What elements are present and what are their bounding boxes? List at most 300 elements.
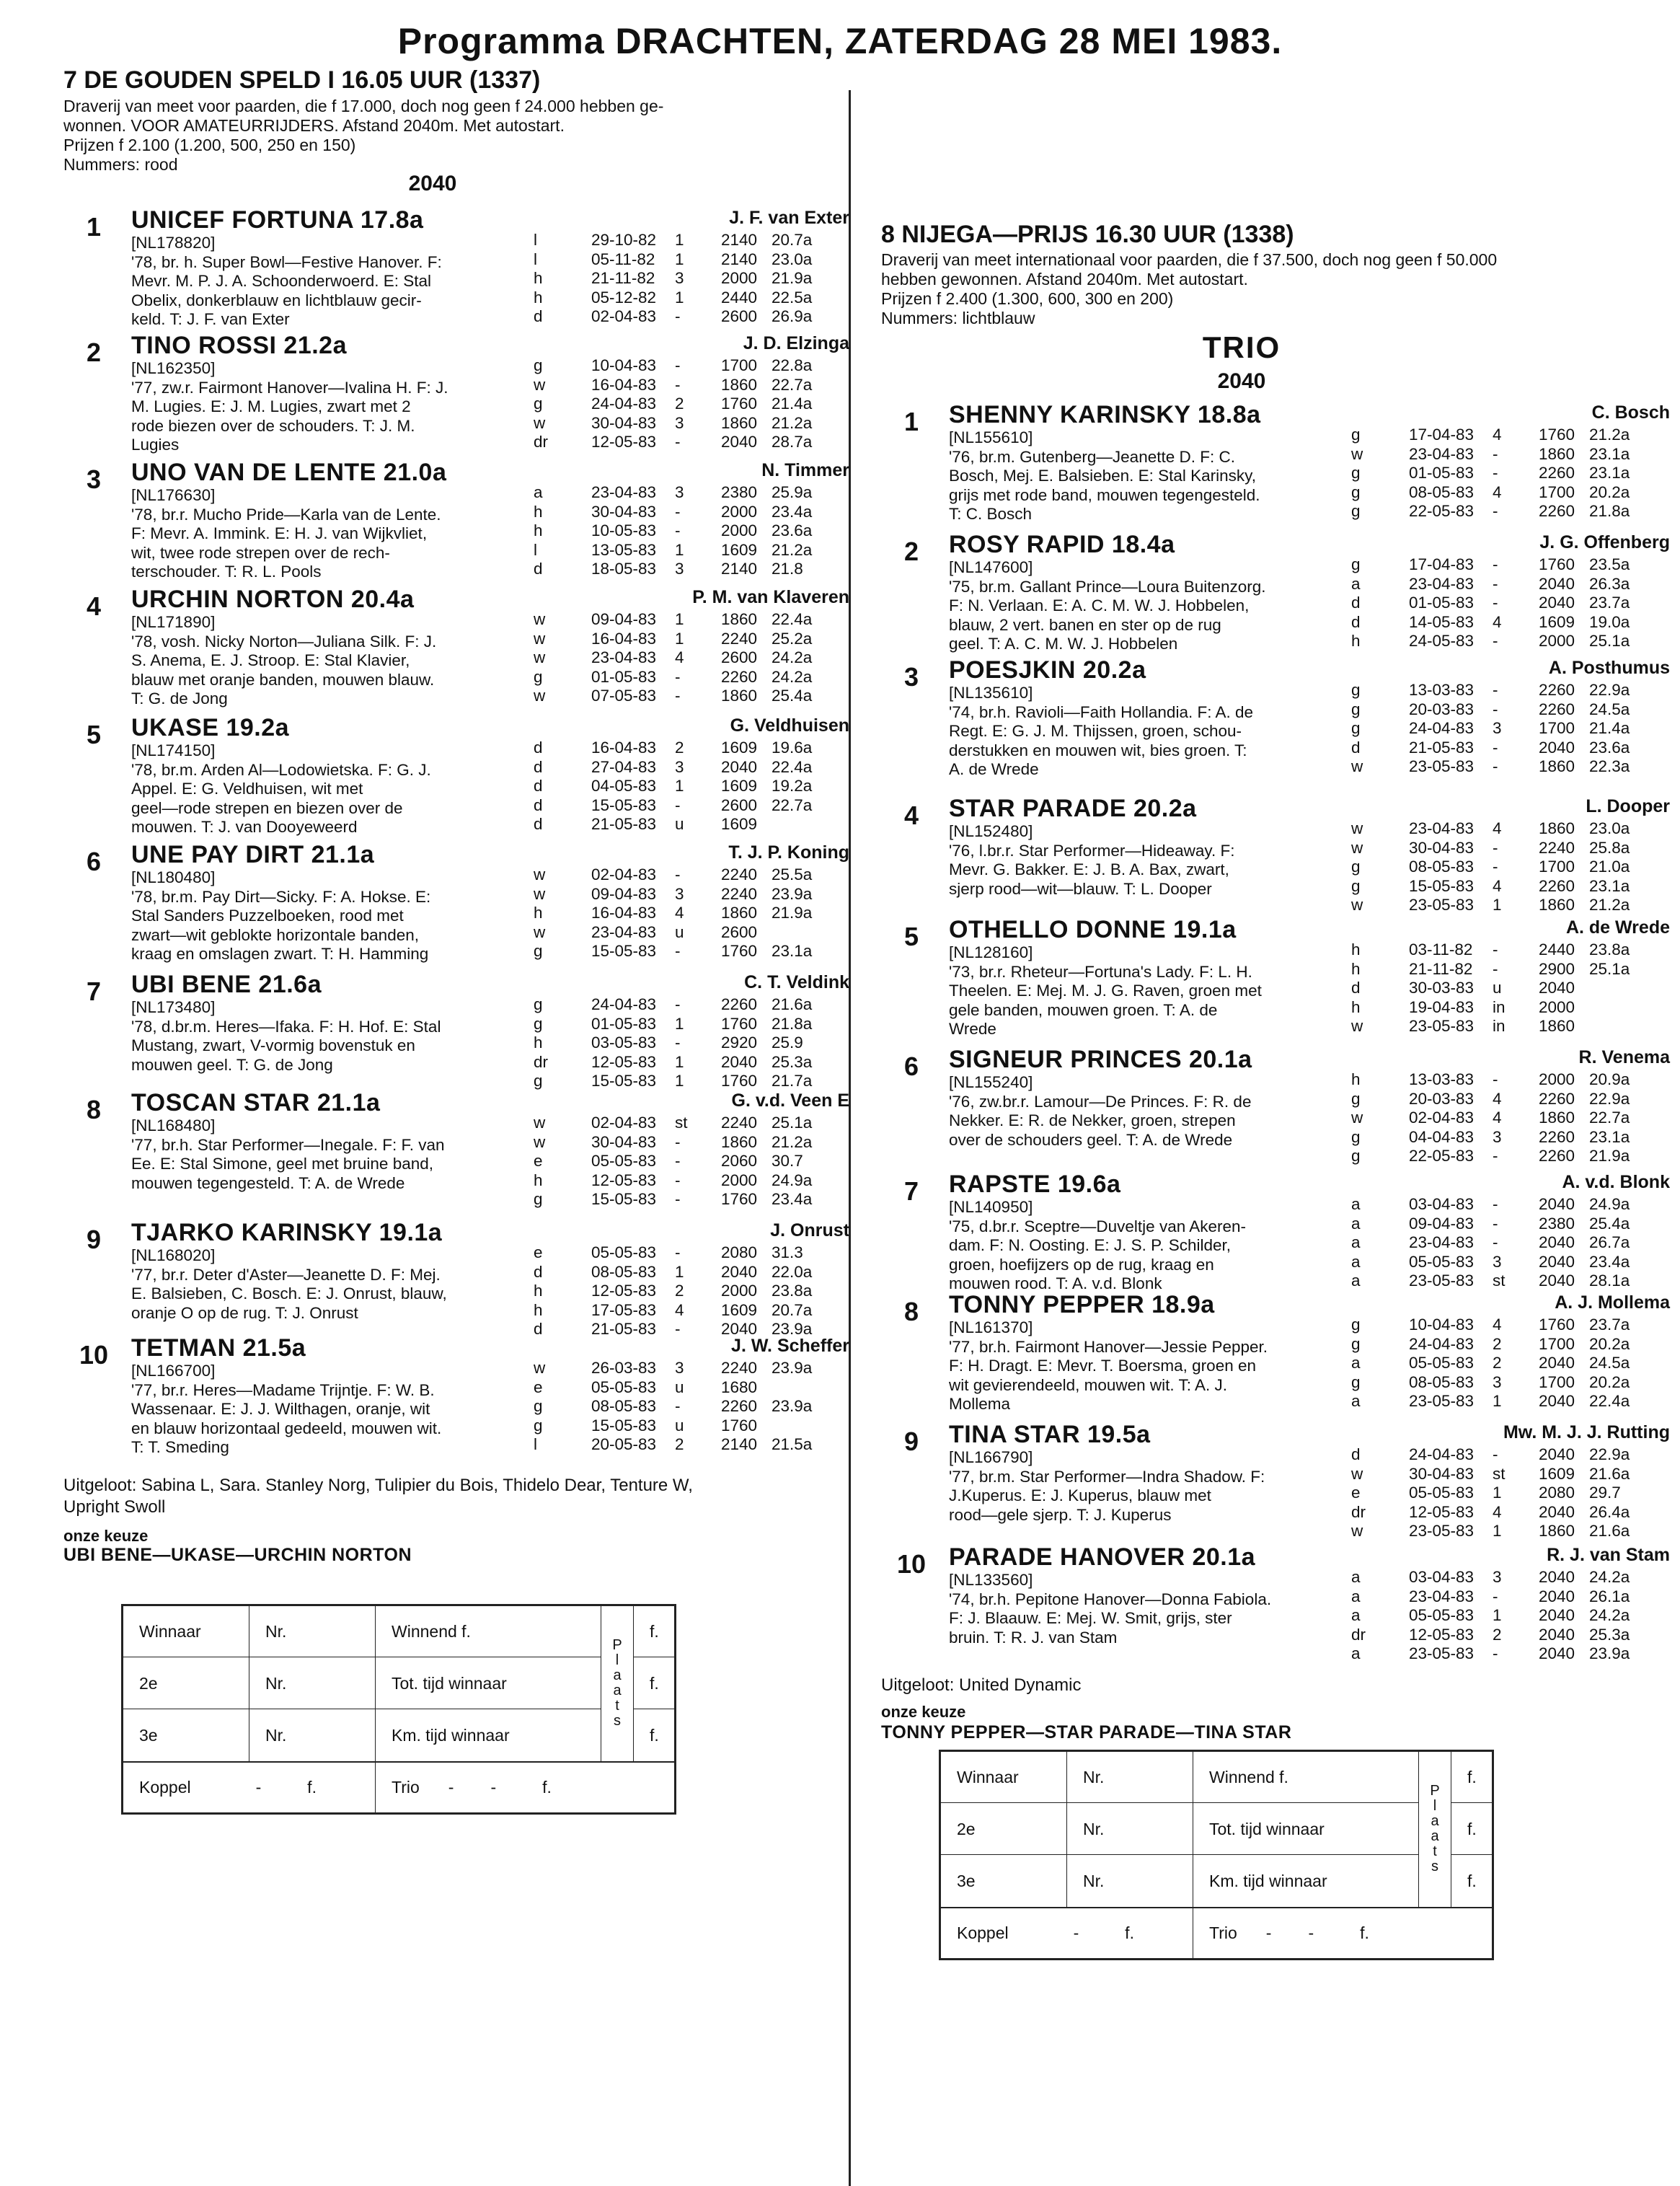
race-distance-m: 2440 bbox=[1539, 940, 1575, 958]
race-description bbox=[63, 97, 849, 175]
placing: - bbox=[1493, 1214, 1498, 1233]
total-time-field[interactable]: Tot. tijd winnaar bbox=[1193, 1802, 1419, 1855]
horse-name: PARADE HANOVER 20.1a bbox=[949, 1543, 1256, 1571]
info-line: [NL173480] bbox=[131, 998, 216, 1016]
info-line: [NL140950] bbox=[949, 1198, 1033, 1216]
info-line: [NL168020] bbox=[131, 1246, 216, 1264]
race-distance-m: 2140 bbox=[721, 231, 758, 249]
race-distance-m: 1860 bbox=[721, 413, 758, 432]
driver-name: T. J. P. Koning bbox=[728, 842, 849, 863]
race-date: 02-04-83 bbox=[591, 307, 657, 325]
entry-number: 5 bbox=[86, 720, 102, 749]
track-code: h bbox=[534, 1033, 543, 1052]
description-line: hebben gewonnen. Afstand 2040m. Met autostart. bbox=[881, 270, 1248, 288]
race-time: 21.9a bbox=[772, 269, 813, 287]
info-line: A. de Wrede bbox=[949, 760, 1039, 778]
placing: 1 bbox=[675, 250, 684, 268]
race-distance-m: 1760 bbox=[721, 942, 758, 960]
race-distance-m: 1700 bbox=[1539, 482, 1575, 501]
info-line: '74, br.h. Pepitone Hanover—Donna Fabiola. bbox=[949, 1590, 1272, 1608]
info-line: en blauw horizontaal gedeeld, mouwen wit. bbox=[131, 1419, 442, 1437]
nr-field-3[interactable]: Nr. bbox=[1067, 1855, 1193, 1908]
track-code: g bbox=[1351, 1127, 1361, 1146]
track-code: g bbox=[1351, 502, 1361, 520]
race-time: 23.9a bbox=[1589, 1644, 1630, 1662]
race-date: 08-05-83 bbox=[591, 1262, 657, 1281]
race-distance-m: 1760 bbox=[1539, 1315, 1575, 1334]
race-date: 05-05-83 bbox=[591, 1152, 657, 1170]
race-distance-m: 2040 bbox=[1539, 1392, 1575, 1410]
info-line: '76, zw.br.r. Lamour—De Princes. F: R. de bbox=[949, 1092, 1252, 1111]
info-line: '78, br.m. Arden Al—Lodowietska. F: G. J. bbox=[131, 760, 431, 779]
track-code: e bbox=[1351, 1484, 1361, 1502]
placing: - bbox=[1493, 738, 1498, 757]
entry-number: 5 bbox=[903, 922, 919, 951]
track-code: w bbox=[534, 629, 546, 648]
track-code: g bbox=[1351, 1372, 1361, 1391]
race-date: 02-04-83 bbox=[591, 865, 657, 883]
entry-number: 7 bbox=[903, 1176, 919, 1206]
race-distance-m: 2040 bbox=[1539, 1272, 1575, 1290]
track-code: g bbox=[1351, 426, 1361, 444]
placing: - bbox=[1493, 681, 1498, 699]
race-distance-m: 2080 bbox=[1539, 1484, 1575, 1502]
race-time: 22.7a bbox=[1589, 1109, 1630, 1127]
race-distance-m: 2600 bbox=[721, 307, 758, 325]
track-code: w bbox=[534, 648, 546, 666]
entry-8 bbox=[897, 1291, 1670, 1414]
info-line: Nekker. E: R. de Nekker, groen, strepen bbox=[949, 1111, 1236, 1129]
info-line: '77, zw.r. Fairmont Hanover—Ivalina H. F: J. bbox=[131, 378, 448, 397]
koppel-field[interactable] bbox=[941, 1908, 1193, 1959]
placing: 2 bbox=[1493, 1625, 1502, 1644]
placing: - bbox=[1493, 1445, 1498, 1463]
race-time: 22.4a bbox=[1589, 1392, 1630, 1410]
race-date: 16-04-83 bbox=[591, 629, 657, 648]
placing: - bbox=[675, 995, 681, 1013]
title-prefix: Programma bbox=[397, 21, 605, 61]
track-code: d bbox=[534, 739, 543, 757]
race-date: 24-04-83 bbox=[1409, 1445, 1475, 1463]
info-line: M. Lugies. E: J. M. Lugies, zwart met 2 bbox=[131, 397, 411, 415]
info-line: [NL166790] bbox=[949, 1448, 1033, 1466]
race-date: 05-05-83 bbox=[1409, 1252, 1475, 1271]
race-time: 20.2a bbox=[1589, 482, 1630, 501]
info-line: sjerp rood—wit—blauw. T: L. Dooper bbox=[949, 879, 1212, 898]
race-distance-m: 1860 bbox=[1539, 819, 1575, 837]
info-line: [NL168480] bbox=[131, 1116, 216, 1134]
placing: - bbox=[1493, 858, 1498, 876]
description-line: wonnen. VOOR AMATEURRIJDERS. Afstand 2040m. Met autostart. bbox=[63, 116, 565, 135]
race-date: 15-05-83 bbox=[1409, 876, 1475, 895]
race-date: 21-05-83 bbox=[1409, 738, 1475, 757]
placing: 2 bbox=[1493, 1354, 1502, 1372]
race-distance-m: 2040 bbox=[1539, 574, 1575, 593]
track-code: a bbox=[1351, 1568, 1361, 1586]
placing: - bbox=[1493, 464, 1498, 482]
track-code: w bbox=[534, 1359, 546, 1377]
placing: 1 bbox=[675, 540, 684, 559]
race-date: 01-05-83 bbox=[1409, 464, 1475, 482]
third-label: 3e bbox=[123, 1709, 249, 1762]
info-line: [NL128160] bbox=[949, 943, 1033, 961]
race-date: 20-03-83 bbox=[1409, 1089, 1475, 1108]
nr-field[interactable]: Nr. bbox=[1067, 1752, 1193, 1803]
track-code: dr bbox=[1351, 1502, 1366, 1521]
race-time: 25.4a bbox=[772, 687, 813, 705]
horse-name: TOSCAN STAR 21.1a bbox=[131, 1089, 381, 1116]
plaats-2-field[interactable]: f. bbox=[1451, 1802, 1493, 1855]
race-date: 02-04-83 bbox=[1409, 1109, 1475, 1127]
race-date: 15-05-83 bbox=[591, 795, 657, 814]
track-code: d bbox=[1351, 738, 1361, 757]
info-line: Mustang, zwart, V-vormig bovenstuk en bbox=[131, 1036, 415, 1054]
track-code: d bbox=[534, 757, 543, 776]
info-line: '75, d.br.r. Sceptre—Duveltje van Akeren- bbox=[949, 1217, 1247, 1235]
driver-name: C. Bosch bbox=[1591, 402, 1670, 423]
entry-9 bbox=[79, 1219, 849, 1341]
race-distance-m: 2600 bbox=[721, 648, 758, 666]
placing: 1 bbox=[675, 288, 684, 307]
info-line: wit, twee rode strepen over de rech- bbox=[131, 543, 390, 562]
race-date: 29-10-82 bbox=[591, 231, 657, 249]
race-date: 03-11-82 bbox=[1409, 940, 1473, 958]
track-code: w bbox=[1351, 1017, 1363, 1035]
race-date: 12-05-83 bbox=[1409, 1625, 1475, 1644]
track-code: a bbox=[1351, 1252, 1361, 1271]
placing: 1 bbox=[1493, 1522, 1502, 1540]
race-distance-m: 2260 bbox=[1539, 700, 1575, 718]
race-date: 30-04-83 bbox=[591, 413, 657, 432]
driver-name: R. J. van Stam bbox=[1547, 1545, 1670, 1565]
info-line: '74, br.h. Ravioli—Faith Hollandia. F: A. de bbox=[949, 702, 1254, 721]
second-label: 2e bbox=[941, 1802, 1067, 1855]
track-code: d bbox=[534, 307, 543, 325]
race-distance-m: 1609 bbox=[721, 1300, 758, 1319]
horse-name: POESJKIN 20.2a bbox=[949, 656, 1146, 684]
info-line: F: J. Blaauw. E: Mej. W. Smit, grijs, ster bbox=[949, 1609, 1232, 1627]
info-line: mouwen rood. T: A. v.d. Blonk bbox=[949, 1274, 1162, 1292]
placing: 2 bbox=[675, 1282, 684, 1300]
race-time: 24.2a bbox=[1589, 1606, 1630, 1624]
track-code: g bbox=[1351, 555, 1361, 573]
race-date: 14-05-83 bbox=[1409, 612, 1475, 631]
placing: - bbox=[675, 1132, 681, 1151]
track-code: l bbox=[534, 1435, 537, 1453]
nr-field-3[interactable]: Nr. bbox=[249, 1709, 376, 1762]
horse-info bbox=[949, 428, 1353, 524]
placing: 4 bbox=[1493, 1109, 1502, 1127]
winnend-field[interactable]: Winnend f. bbox=[1193, 1752, 1419, 1803]
track-code: h bbox=[1351, 632, 1361, 650]
race-distance-m: 1860 bbox=[721, 375, 758, 394]
race-distance-m: 1760 bbox=[721, 1416, 758, 1434]
plaats-3-field[interactable]: f. bbox=[1451, 1855, 1493, 1908]
placing: - bbox=[675, 1171, 681, 1189]
race-time: 22.4a bbox=[772, 610, 813, 628]
entry-number: 2 bbox=[903, 537, 919, 566]
track-code: w bbox=[534, 1114, 546, 1132]
entry-1 bbox=[897, 401, 1670, 524]
track-code: dr bbox=[534, 433, 549, 451]
description-line: Nummers: rood bbox=[63, 155, 178, 174]
race-time: 21.2a bbox=[772, 1132, 813, 1151]
track-code: w bbox=[1351, 1522, 1363, 1540]
race-time: 23.8a bbox=[1589, 940, 1630, 958]
info-line: Mollema bbox=[949, 1395, 1011, 1413]
horse-name: SHENNY KARINSKY 18.8a bbox=[949, 401, 1261, 428]
trio-field[interactable] bbox=[1193, 1908, 1493, 1959]
placing: - bbox=[675, 502, 681, 521]
race-date: 15-05-83 bbox=[591, 1072, 657, 1090]
race-time: 23.1a bbox=[1589, 444, 1630, 463]
placing: - bbox=[675, 1397, 681, 1415]
entry-number: 10 bbox=[897, 1549, 927, 1579]
info-line: J.Kuperus. E: J. Kuperus, blauw met bbox=[949, 1486, 1211, 1504]
race-distance-m: 1760 bbox=[1539, 555, 1575, 573]
race-time: 22.9a bbox=[1589, 681, 1630, 699]
placing: 4 bbox=[1493, 1502, 1502, 1521]
winnend-field[interactable]: Winnend f. bbox=[376, 1606, 601, 1657]
placing: - bbox=[1493, 594, 1498, 612]
race-distance-m: 2140 bbox=[721, 1435, 758, 1453]
nr-field-2[interactable]: Nr. bbox=[249, 1657, 376, 1709]
track-code: w bbox=[534, 375, 546, 394]
placing: u bbox=[675, 1416, 684, 1434]
info-line: [NL147600] bbox=[949, 558, 1033, 576]
info-line: '78, br.m. Pay Dirt—Sicky. F: A. Hokse. E: bbox=[131, 887, 431, 906]
race-distance: 2040 bbox=[1217, 369, 1266, 393]
track-code: h bbox=[1351, 997, 1361, 1016]
race-time: 25.5a bbox=[772, 865, 813, 883]
race-date: 23-04-83 bbox=[1409, 1587, 1475, 1605]
placing: 1 bbox=[675, 1014, 684, 1033]
placing: - bbox=[675, 667, 681, 686]
race-time: 24.5a bbox=[1589, 1354, 1630, 1372]
koppel-label: Koppel bbox=[139, 1778, 191, 1797]
race-distance-m: 1860 bbox=[1539, 1017, 1575, 1035]
race-distance-m: 2240 bbox=[721, 1359, 758, 1377]
race-distance-m: 2240 bbox=[721, 1114, 758, 1132]
race-date: 23-04-83 bbox=[591, 648, 657, 666]
entry-number: 8 bbox=[903, 1297, 919, 1326]
driver-name: J. Onrust bbox=[770, 1220, 849, 1240]
race-date: 12-05-83 bbox=[591, 1282, 657, 1300]
info-line: S. Anema, E. J. Stroop. E: Stal Klavier, bbox=[131, 651, 410, 669]
race-date: 08-05-83 bbox=[591, 1397, 657, 1415]
plaats-1-field[interactable]: f. bbox=[1451, 1752, 1493, 1803]
placing: 3 bbox=[675, 413, 684, 432]
race-date: 05-12-82 bbox=[591, 288, 657, 307]
race-date: 21-05-83 bbox=[591, 1320, 657, 1338]
plaats-1-field[interactable]: f. bbox=[634, 1606, 675, 1657]
horse-info bbox=[949, 822, 1353, 899]
info-line: E. Balsieben, C. Bosch. E: J. Onrust, blauw, bbox=[131, 1284, 447, 1303]
race-time: 26.3a bbox=[1589, 574, 1630, 593]
race-distance-m: 2140 bbox=[721, 560, 758, 578]
race-distance-m: 2060 bbox=[721, 1152, 758, 1170]
race-time: 20.7a bbox=[772, 231, 813, 249]
horse-info bbox=[949, 1571, 1353, 1647]
info-line: '75, br.m. Gallant Prince—Loura Buitenzorg. bbox=[949, 577, 1266, 596]
description-line: Nummers: lichtblauw bbox=[881, 309, 1035, 327]
race-date: 22-05-83 bbox=[1409, 502, 1475, 520]
entry-number: 6 bbox=[903, 1052, 919, 1081]
track-code: h bbox=[534, 1300, 543, 1319]
race-distance-m: 1609 bbox=[721, 540, 758, 559]
entry-number: 1 bbox=[86, 212, 102, 242]
horse-name: ROSY RAPID 18.4a bbox=[949, 531, 1175, 558]
drawn-out-list bbox=[63, 1475, 849, 1518]
entry-number: 4 bbox=[86, 591, 102, 621]
race-date: 19-04-83 bbox=[1409, 997, 1475, 1016]
race-time: 24.5a bbox=[1589, 700, 1630, 718]
race-date: 23-05-83 bbox=[1409, 1017, 1475, 1035]
track-code: h bbox=[534, 904, 543, 922]
trio-field[interactable] bbox=[376, 1762, 675, 1813]
entry-2 bbox=[897, 531, 1670, 653]
race-date: 05-11-82 bbox=[591, 250, 655, 268]
race-distance-m: 2240 bbox=[721, 884, 758, 903]
race-heading: 8 NIJEGA—PRIJS 16.30 UUR (1338) bbox=[881, 221, 1294, 248]
race-date: 04-04-83 bbox=[1409, 1127, 1475, 1146]
race-date: 21-05-83 bbox=[591, 815, 657, 833]
race-time: 22.3a bbox=[1589, 757, 1630, 775]
km-time-field[interactable]: Km. tijd winnaar bbox=[376, 1709, 601, 1762]
race-time: 23.5a bbox=[1589, 555, 1630, 573]
race-time: 25.8a bbox=[1589, 838, 1630, 857]
race-distance-m: 1860 bbox=[1539, 757, 1575, 775]
winnaar-label: Winnaar bbox=[123, 1606, 249, 1657]
race-date: 08-05-83 bbox=[1409, 858, 1475, 876]
track-code: a bbox=[1351, 1354, 1361, 1372]
total-time-field[interactable]: Tot. tijd winnaar bbox=[376, 1657, 601, 1709]
race-date: 24-04-83 bbox=[1409, 1334, 1475, 1353]
entry-number: 1 bbox=[903, 407, 919, 436]
placing: 1 bbox=[1493, 1606, 1502, 1624]
race-distance-m: 1760 bbox=[721, 395, 758, 413]
horse-info bbox=[131, 998, 535, 1075]
info-line: oranje O op de rug. T: J. Onrust bbox=[131, 1303, 358, 1322]
info-line: '77, br.h. Star Performer—Inegale. F: F. van bbox=[131, 1135, 445, 1154]
entry-5 bbox=[79, 714, 849, 837]
race-date: 23-04-83 bbox=[1409, 819, 1475, 837]
info-line: [NL135610] bbox=[949, 684, 1033, 702]
race-date: 12-05-83 bbox=[1409, 1502, 1475, 1521]
info-line: over de schouders geel. T: A. de Wrede bbox=[949, 1130, 1233, 1149]
plaats-2-field[interactable]: f. bbox=[634, 1657, 675, 1709]
race-date: 30-04-83 bbox=[1409, 838, 1475, 857]
entry-number: 10 bbox=[79, 1340, 109, 1370]
plaats-3-field[interactable]: f. bbox=[634, 1709, 675, 1762]
placing: 1 bbox=[675, 1052, 684, 1071]
race-distance-m: 2000 bbox=[721, 502, 758, 521]
race-time: 23.1a bbox=[1589, 1127, 1630, 1146]
placing: - bbox=[675, 942, 681, 960]
race-time: 21.7a bbox=[772, 1072, 813, 1090]
race-time: 23.6a bbox=[772, 521, 813, 539]
info-line: [NL155610] bbox=[949, 428, 1033, 446]
race-distance-m: 2920 bbox=[721, 1033, 758, 1052]
info-line: dam. F: N. Oosting. E: J. S. P. Schilder, bbox=[949, 1236, 1231, 1254]
driver-name: C. T. Veldink bbox=[744, 972, 849, 992]
track-code: w bbox=[1351, 1109, 1363, 1127]
race-time: 24.2a bbox=[772, 667, 813, 686]
race-distance-m: 2040 bbox=[1539, 1644, 1575, 1662]
race-time: 23.9a bbox=[772, 884, 813, 903]
horse-name: UBI BENE 21.6a bbox=[131, 971, 322, 998]
placing: - bbox=[675, 1320, 681, 1338]
horse-info bbox=[131, 613, 535, 709]
track-code: l bbox=[534, 231, 537, 249]
race-distance-m: 2040 bbox=[1539, 1195, 1575, 1213]
race-time: 21.4a bbox=[772, 395, 813, 413]
race-time: 25.2a bbox=[772, 629, 813, 648]
race-time: 25.1a bbox=[772, 1114, 813, 1132]
placing: - bbox=[1493, 444, 1498, 463]
race-date: 10-04-83 bbox=[591, 356, 657, 374]
race-date: 24-04-83 bbox=[1409, 719, 1475, 737]
second-label: 2e bbox=[123, 1657, 249, 1709]
nr-field[interactable]: Nr. bbox=[249, 1606, 376, 1657]
track-code: g bbox=[1351, 681, 1361, 699]
info-line: terschouder. T: R. L. Pools bbox=[131, 563, 322, 581]
race-date: 23-05-83 bbox=[1409, 1644, 1475, 1662]
track-code: g bbox=[534, 667, 543, 686]
race-heading: 7 DE GOUDEN SPELD I 16.05 UUR (1337) bbox=[63, 66, 541, 94]
track-code: g bbox=[534, 995, 543, 1013]
race-date: 23-05-83 bbox=[1409, 757, 1475, 775]
race-date: 30-04-83 bbox=[591, 1132, 657, 1151]
race-time: 23.9a bbox=[772, 1397, 813, 1415]
info-line: [NL178820] bbox=[131, 234, 216, 252]
race-date: 15-05-83 bbox=[591, 1190, 657, 1208]
race-distance-m: 1609 bbox=[721, 739, 758, 757]
track-code: a bbox=[1351, 1644, 1361, 1662]
horse-name: TINO ROSSI 21.2a bbox=[131, 332, 347, 359]
info-line: '77, br.m. Star Performer—Indra Shadow. F: bbox=[949, 1467, 1265, 1486]
race-time: 20.2a bbox=[1589, 1372, 1630, 1391]
race-date: 03-04-83 bbox=[1409, 1195, 1475, 1213]
keuze-picks: TONNY PEPPER—STAR PARADE—TINA STAR bbox=[881, 1722, 1292, 1742]
info-line: gele banden, mouwen groen. T: A. de bbox=[949, 1000, 1218, 1019]
race-time: 25.1a bbox=[1589, 959, 1630, 978]
entry-number: 7 bbox=[86, 977, 102, 1006]
track-code: w bbox=[1351, 819, 1363, 837]
track-code: d bbox=[534, 795, 543, 814]
result-form bbox=[939, 1750, 1494, 1960]
horse-name: TONNY PEPPER 18.9a bbox=[949, 1291, 1215, 1318]
track-code: e bbox=[534, 1152, 543, 1170]
track-code: w bbox=[534, 1132, 546, 1151]
placing: 4 bbox=[1493, 819, 1502, 837]
info-line: '77, br.r. Heres—Madame Trijntje. F: W. B. bbox=[131, 1380, 435, 1399]
info-line: Appel. E: G. Veldhuisen, wit met bbox=[131, 780, 363, 798]
koppel-field[interactable] bbox=[123, 1762, 376, 1813]
nr-field-2[interactable]: Nr. bbox=[1067, 1802, 1193, 1855]
race-date: 08-05-83 bbox=[1409, 482, 1475, 501]
km-time-field[interactable]: Km. tijd winnaar bbox=[1193, 1855, 1419, 1908]
race-distance-m: 2040 bbox=[1539, 1252, 1575, 1271]
placing: - bbox=[1493, 502, 1498, 520]
race-time: 29.7 bbox=[1589, 1484, 1621, 1502]
track-code: a bbox=[1351, 1392, 1361, 1410]
track-code: g bbox=[1351, 876, 1361, 895]
track-code: g bbox=[1351, 482, 1361, 501]
placing: 1 bbox=[675, 629, 684, 648]
placing: - bbox=[675, 433, 681, 451]
horse-info bbox=[131, 1116, 535, 1193]
